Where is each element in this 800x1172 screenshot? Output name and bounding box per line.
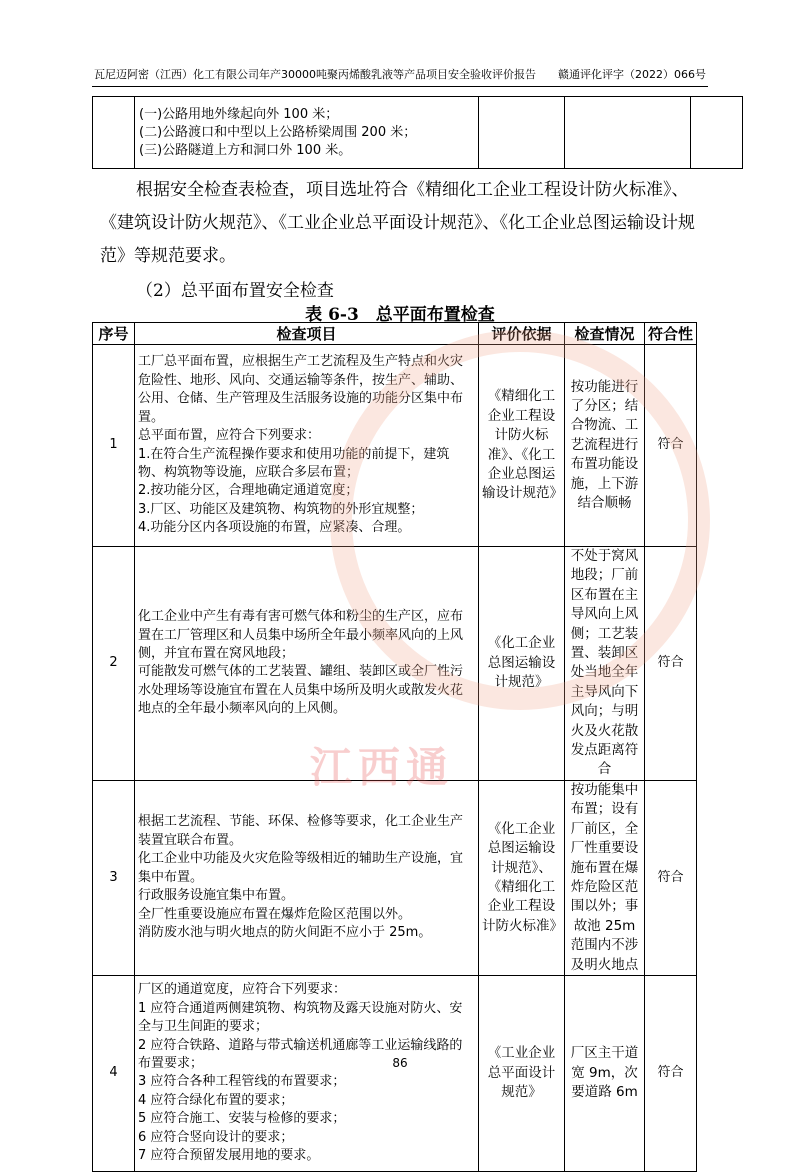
- row-check: 按功能集中布置；设有厂前区，全厂性重要设施布置在爆炸危险区范围以外；事故池 25m 范围内不涉及明火地点: [565, 780, 645, 975]
- item-line: 化工企业中功能及火灾危险等级相近的辅助生产设施，宜集中布置。: [138, 851, 464, 885]
- item-line: 4 应符合绿化布置的要求；: [138, 1092, 294, 1108]
- row-check: 不处于窝风地段；厂前区布置在主导风向上风侧；工艺装置、装卸区处当地全年主导风向下风向；与明火及火花散发点距离符合: [565, 547, 645, 781]
- item-line: 3 应符合各种工程管线的布置要求；: [138, 1074, 346, 1090]
- prev-cell-num: [93, 97, 135, 169]
- page-number: 86: [392, 1056, 408, 1070]
- row-items: [135, 547, 479, 781]
- table-row: [93, 345, 697, 547]
- watermark-text: 江西通: [310, 743, 455, 792]
- item-line: 7 应符合预留发展用地的要求。: [138, 1148, 320, 1164]
- row-items: [135, 780, 479, 975]
- item-line: 2 应符合铁路、道路与带式输送机通廊等工业运输线路的布置要求；: [138, 1037, 463, 1072]
- row-basis: 《精细化工企业工程设计防火标准》、《化工企业总图运输设计规范》: [479, 345, 565, 547]
- layout-check-table: [92, 322, 697, 1172]
- row-basis: 《化工企业总图运输设计规范》: [479, 547, 565, 781]
- row-check: 厂区主干道宽 9m，次要道路 6m: [565, 975, 645, 1171]
- item-line: 可能散发可燃气体的工艺装置、罐组、装卸区或全厂性污水处理场等设施宜布置在人员集中场所及明火或散发火花地点的全年最小频率风向的上风侧。: [138, 664, 464, 717]
- prev-cell-check: [565, 97, 691, 169]
- table-header-row: [93, 323, 697, 345]
- item-line: 5 应符合施工、安装与检修的要求；: [138, 1111, 346, 1127]
- row-num: 1: [93, 345, 135, 547]
- col-header-check: 检查情况: [565, 323, 645, 345]
- table-row: [93, 547, 697, 781]
- row-num: 4: [93, 975, 135, 1171]
- prev-cell-result: [691, 97, 743, 169]
- row-check: 按功能进行了分区；结合物流、工艺流程进行布置功能设施，上下游结合顺畅: [565, 345, 645, 547]
- row-basis: 《化工企业总图运输设计规范》、《精细化工企业工程设计防火标准》: [479, 780, 565, 975]
- row-items: [135, 345, 479, 547]
- prev-line: (一)公路用地外缘起向外 100 米；: [139, 106, 339, 122]
- table-row: [93, 780, 697, 975]
- item-line: 6 应符合竖向设计的要求；: [138, 1129, 294, 1145]
- row-num: 3: [93, 780, 135, 975]
- col-header-basis: 评价依据: [479, 323, 565, 345]
- item-line: 消防废水池与明火地点的防火间距不应小于 25m。: [138, 924, 432, 940]
- section-title: （2）总平面布置安全检查: [136, 281, 334, 301]
- col-header-item: 检查项目: [135, 323, 479, 345]
- item-line: 3.厂区、功能区及建筑物、构筑物的外形宜规整；: [138, 501, 424, 517]
- item-line: 厂区的通道宽度，应符合下列要求：: [138, 982, 347, 998]
- page-header: 瓦尼迈阿密（江西）化工有限公司年产30000吨聚丙烯酸乳液等产品项目安全验收评价报告 赣通评化评字（2022）066号: [92, 66, 708, 87]
- prev-cell-items: [135, 97, 479, 169]
- item-line: 根据工艺流程、节能、环保、检修等要求，化工企业生产装置宜联合布置。: [138, 814, 464, 848]
- item-line: 4.功能分区内各项设施的布置，应紧凑、合理。: [138, 520, 411, 536]
- col-header-result: 符合性: [645, 323, 697, 345]
- item-line: 全厂性重要设施应布置在爆炸危险区范围以外。: [138, 906, 412, 922]
- prev-line: (二)公路渡口和中型以上公路桥梁周围 200 米；: [139, 124, 417, 140]
- table-row: [93, 975, 697, 1171]
- table-caption: 表 6-3 总平面布置检查: [305, 305, 495, 325]
- row-result: 符合: [645, 547, 697, 781]
- prev-cell-basis: [479, 97, 565, 169]
- row-items: [135, 975, 479, 1171]
- item-line: 1.在符合生产流程操作要求和使用功能的前提下，建筑物、构筑物等设施，应联合多层布置；: [138, 446, 450, 480]
- row-basis: 《工业企业总平面设计规范》: [479, 975, 565, 1171]
- previous-table-continuation: [92, 96, 743, 169]
- item-line: 总平面布置，应符合下列要求：: [138, 428, 321, 444]
- row-result: 符合: [645, 975, 697, 1171]
- item-line: 2.按功能分区，合理地确定通道宽度；: [138, 483, 359, 499]
- prev-line: (三)公路隧道上方和洞口外 100 米。: [139, 142, 352, 158]
- row-result: 符合: [645, 780, 697, 975]
- item-line: 工厂总平面布置，应根据生产工艺流程及生产特点和火灾危险性、地形、风向、交通运输等条件，按生产、辅助、公用、仓储、生产管理及生活服务设施的功能分区集中布置。: [138, 354, 464, 425]
- conclusion-paragraph: 根据安全检查表检查，项目选址符合《精细化工企业工程设计防火标准》、《建筑设计防火规范》、《工业企业总平面设计规范》、《化工企业总图运输设计规范》等规范要求。: [100, 180, 695, 266]
- item-line: 行政服务设施宜集中布置。: [138, 888, 295, 904]
- item-line: 化工企业中产生有毒有害可燃气体和粉尘的生产区，应布置在工厂管理区和人员集中场所全年最小频率风向的上风侧，并宜布置在窝风地段；: [138, 609, 464, 662]
- row-result: 符合: [645, 345, 697, 547]
- col-header-num: 序号: [93, 323, 135, 345]
- row-num: 2: [93, 547, 135, 781]
- item-line: 1 应符合通道两侧建筑物、构筑物及露天设施对防火、安全与卫生间距的要求；: [138, 1000, 463, 1035]
